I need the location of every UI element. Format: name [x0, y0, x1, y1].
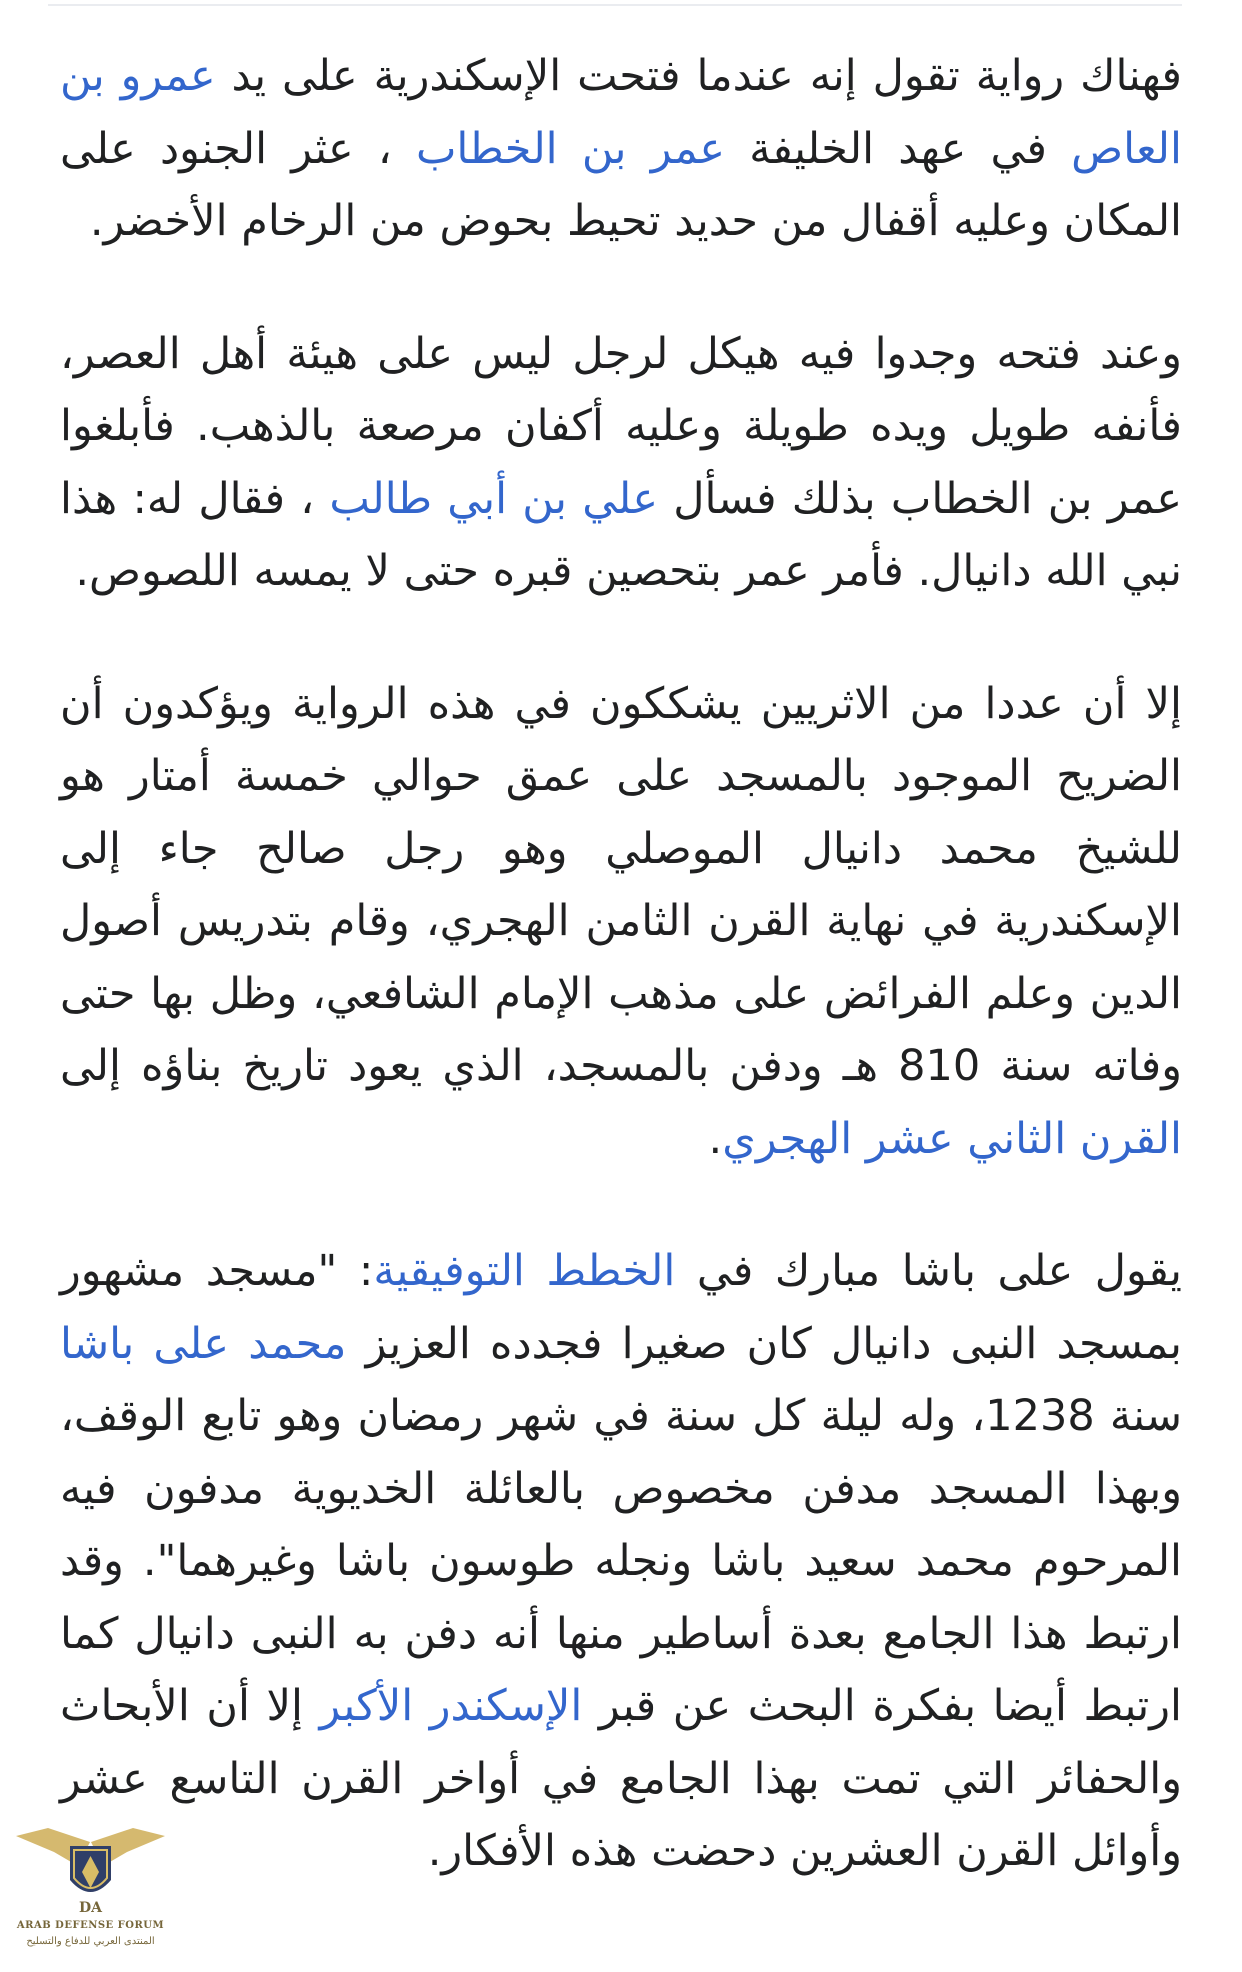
paragraph-3: [60, 668, 1182, 1176]
paragraph-1: [60, 40, 1182, 258]
paragraph-4: [60, 1235, 1182, 1888]
article-body: [60, 40, 1182, 1888]
text-run: في عهد الخليفة: [724, 123, 1072, 174]
link-khitat-tawfiqiyya[interactable]: الخطط التوفيقية: [373, 1246, 676, 1296]
top-divider: [48, 4, 1182, 6]
paragraph-2: [60, 318, 1182, 608]
text-run: .: [708, 1113, 723, 1164]
text-run: ، فقال له: هذا نبي الله دانيال. فأمر عمر بتحصين قبره حتى لا يمسه اللصوص.: [60, 473, 1182, 596]
link-muhammad-ali-pasha[interactable]: محمد على باشا: [60, 1318, 347, 1369]
watermark-forum-name: ARAB DEFENSE FORUM: [16, 1920, 165, 1931]
eagle-emblem-icon: [8, 1822, 173, 1972]
text-run: فهناك رواية تقول إنه عندما فتحت الإسكندرية على يد: [215, 51, 1182, 101]
link-ali-ibn-abi-talib[interactable]: علي بن أبي طالب: [329, 473, 658, 524]
link-alexander-the-great[interactable]: الإسكندر الأكبر: [319, 1681, 583, 1731]
text-run: : "مسجد مشهور بمسجد النبى دانيال كان صغيرا فجدده العزيز: [60, 1246, 1182, 1369]
link-amr-ibn-al-as[interactable]: عمرو بن العاص: [60, 51, 1182, 174]
text-run: سنة 1238، وله ليلة كل سنة في شهر رمضان وهو تابع الوقف، وبهذا المسجد مدفن مخصوص بالعائلة الخديوية مدفون فيه المرحوم محمد سعيد باشا ونجله طوسون باشا وغيرهما". وقد ارتبط هذا الجامع بعدة أساطير منها أنه دفن به النبى دانيال كما ارتبط أيضا بفكرة البحث عن قبر: [60, 1391, 1182, 1731]
watermark-abbreviation: DA: [78, 1900, 102, 1916]
link-twelfth-century-hijri[interactable]: القرن الثاني عشر الهجري: [722, 1113, 1182, 1164]
text-run: إلا أن الأبحاث والحفائر التي تمت بهذا الجامع في أواخر القرن التاسع عشر وأوائل القرن العشرين دحضت هذه الأفكار.: [60, 1681, 1182, 1876]
watermark-subtitle: المنتدى العربي للدفاع والتسليح: [26, 1936, 155, 1947]
text-run: ، عثر الجنود على المكان وعليه أقفال من حديد تحيط بحوض من الرخام الأخضر.: [60, 123, 1182, 246]
text-run: إلا أن عددا من الاثريين يشككون في هذه الرواية ويؤكدون أن الضريح الموجود بالمسجد على عمق حوالي خمسة أمتار هو للشيخ محمد دانيال الموصلي وهو رجل صالح جاء إلى الإسكندرية في نهاية القرن الثامن الهجري، وقام بتدريس أصول الدين وعلم الفرائض على مذهب الإمام الشافعي، وظل بها حتى وفاته سنة 810 هـ ودفن بالمسجد، الذي يعود تاريخ بناؤه إلى: [60, 678, 1182, 1091]
forum-watermark-logo: [8, 1822, 173, 1972]
text-run: يقول على باشا مبارك في: [675, 1246, 1182, 1296]
text-run: وعند فتحه وجدوا فيه هيكل لرجل ليس على هيئة أهل العصر، فأنفه طويل ويده طويلة وعليه أكفان مرصعة بالذهب. فأبلغوا عمر بن الخطاب بذلك فسأل: [60, 328, 1183, 524]
link-umar-ibn-al-khattab[interactable]: عمر بن الخطاب: [415, 123, 725, 174]
